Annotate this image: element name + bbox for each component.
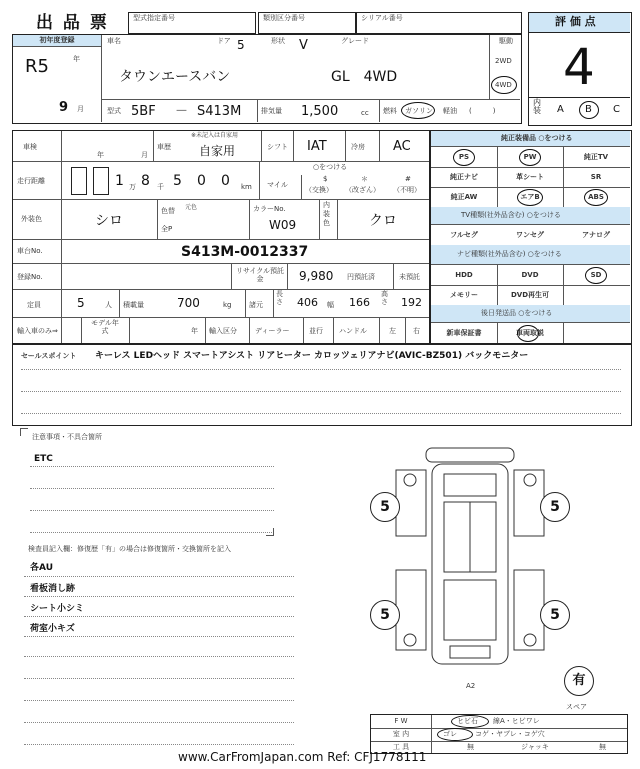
mileage-digit-2: 8 [141,173,150,189]
interior-color-label: 内装色 [323,201,330,227]
evaluation-box [528,12,632,126]
spare-label: スペア [566,703,587,711]
hash: # [405,175,411,183]
kg-unit: kg [223,301,232,309]
model-spec-box: 型式指定番号 [128,12,256,34]
km-unit: km [241,183,252,191]
fuel-value: ガソリン [405,107,433,115]
capacity-label: 定員 [27,301,41,309]
mileage-circle-hint: ○をつける [313,163,348,171]
equip-sr: SR [590,173,602,181]
recycle-amount: 9,980 [299,269,334,283]
cc-unit: cc [361,109,369,117]
ac-value: AC [393,139,411,154]
doc-manual-circle [517,325,539,342]
chassis-no: S413M-0012337 [181,244,309,260]
car-diagram [370,440,570,680]
star: ＊ [361,175,368,183]
equip-airbag: エアB [520,193,540,201]
fw-crack: ヒビ石 [457,717,478,725]
fw-crack-circle [451,715,489,728]
tv-full: フルセグ [450,231,478,239]
mileage-digit-5: 0 [221,173,230,189]
equip-ps: PS [458,153,470,161]
insp-line-3: シート小シミ [30,604,85,614]
recycle-label: リサイクル預託金 [235,267,285,284]
equip-leather: 革シート [516,173,544,181]
zen-p: 全P [161,225,173,233]
insp-year-unit: 年 [97,151,104,159]
handle-left: 左 [389,327,396,335]
docs-title: 後日発送品 ○をつける [481,309,553,317]
length: 406 [297,296,318,309]
mileage-digit-4: 0 [197,173,206,189]
nav-sd: SD [590,271,602,279]
equip-tv: 純正TV [583,153,609,161]
note-line-1: ETC [34,454,53,464]
mile-label: マイル [267,181,288,189]
model-year-label: モデル年式 [91,319,119,336]
month-unit: 月 [77,105,84,113]
grade-b: B [585,104,592,115]
interior-grade-label: 内装 [533,98,541,115]
mileage-label: 走行距離 [17,177,45,185]
jack-value: 無 [599,743,606,751]
nav-dvd: DVD [521,271,539,279]
inspection-label: 車検 [23,143,37,151]
man-unit: 万 [129,183,136,191]
fw-label: F W [394,717,408,725]
drive-4wd-circle [491,76,517,94]
color-no: W09 [269,218,297,232]
nav-title: ナビ種類(社外品含む) ○をつける [457,250,562,258]
insp-line-4: 荷室小キズ [30,624,75,634]
sen-unit: 千 [157,183,164,191]
first-reg-label: 初年度登録 [39,36,75,44]
equip-airbag-circle [517,189,543,206]
import-cat-label: 輸入区分 [209,327,237,335]
equip-pw-circle [519,149,541,166]
recycle-unit: 円預託済 [347,273,375,281]
grade: GL 4WD [331,69,398,85]
tire-front-left: 5 [370,492,400,522]
equip-navi: 純正ナビ [450,173,478,181]
color-change-label: 色替 [161,207,175,215]
year-unit: 年 [73,55,80,63]
interior-row-label: 室 内 [392,730,410,738]
model-dash: － [175,104,189,119]
grade-label: グレード [341,37,369,45]
jack-label: ジャッキ [521,743,549,751]
reg-label: 登録No. [17,273,43,281]
eval-score: 4 [563,38,595,96]
load: 700 [177,296,200,310]
shift-value: IAT [307,139,327,154]
mileage-digit-1: 1 [115,173,124,189]
dims-label: 諸元 [249,301,263,309]
equipment-box [430,130,632,344]
displacement: 1,500 [301,104,339,119]
grade-c: C [613,104,620,115]
bottom-table [370,714,628,754]
name-label: 車名 [107,37,121,45]
shape-label: 形状 [271,37,285,45]
sales-text: キーレス LEDヘッド スマートアシスト リアヒーター カロッツェリアナビ(AVIC-BZ501) バックモニター [95,351,529,361]
watermark: www.CarFromJapan.com Ref: CFJ1778111 [178,750,427,764]
interior-color: クロ [369,213,397,229]
tv-one: ワンセグ [516,231,544,239]
vehicle-box [12,34,522,124]
import-label: 輸入車のみ⇒ [17,327,58,335]
doors: 5 [237,38,245,52]
kaizan: （改ざん） [345,186,380,194]
history-label: 車歴 [157,143,171,151]
handle-label: ハンドル [339,327,367,335]
month: 9 [59,100,69,115]
model-code: S413M [197,104,242,119]
equipment-title: 純正装備品 ○をつける [501,134,573,142]
interior-legend: コゲ・ヤブレ・コゲ穴 [475,730,545,738]
capacity: 5 [77,296,85,310]
model-prefix: 5BF [131,104,156,119]
doors-label: ドア [217,37,231,45]
recycle-status: 未預託 [399,273,420,281]
era: R5 [25,56,49,77]
inspector-label: 検査員記入欄：修復歴「有」の場合は修復箇所・交換箇所を記入 [28,545,231,553]
dollar: $ [323,175,328,183]
equip-ps-circle [453,149,475,166]
vehicle-name: タウンエースバン [119,69,231,85]
chassis-label: 車台No. [17,247,43,255]
dealer: ディーラー [255,327,290,335]
light-oil: 軽油 [443,107,457,115]
specs-box [12,130,430,344]
grade-b-circle [579,101,599,119]
shape: V [299,38,308,53]
mileage-digit-3: 5 [173,173,182,189]
displacement-label: 排気量 [261,107,282,115]
equip-aw: 純正AW [450,193,478,201]
history-note: ※未記入は自家用 [191,132,239,139]
heiko: 並行 [309,327,323,335]
fuel-paren: ( ) [469,107,496,115]
interior-dirt-circle [437,728,473,741]
nav-sd-circle [585,267,607,284]
height: 192 [401,296,422,309]
equip-abs: ABS [588,193,604,201]
insp-month-unit: 月 [141,151,148,159]
equip-abs-circle [584,189,608,206]
kokan: （交換） [305,186,333,194]
sales-label: セールスポイント [21,352,77,360]
damage-note-a2: A2 [466,682,476,690]
nav-dvd-play: DVD再生可 [510,291,550,299]
doc-manual: 車両取説 [516,329,544,337]
insp-line-1: 各AU [30,563,53,573]
moto-color: 元色 [185,204,198,211]
tools-value: 無 [467,743,474,751]
model-year-unit: 年 [191,327,198,335]
form-title: 出 品 票 [36,13,109,33]
width: 166 [349,296,370,309]
fumei: （不明） [393,186,421,194]
nav-hdd: HDD [455,271,473,279]
category-box: 類別区分番号 [258,12,356,34]
person-unit: 人 [105,301,112,309]
insp-line-2: 看板消し跡 [30,584,76,594]
handle-right: 右 [413,327,420,335]
shift-label: シフト [267,143,288,151]
length-label: 長さ [276,290,283,306]
drive-4wd: 4WD [495,81,512,89]
tv-title: TV種類(社外品含む) ○をつける [461,211,561,219]
tire-rear-right: 5 [540,600,570,630]
tv-analog: アナログ [582,231,610,239]
tire-rear-left: 5 [370,600,400,630]
notes-label: 注意事項・不具合箇所 [32,433,102,441]
nav-memory: メモリー [450,291,478,299]
width-label: 幅 [327,301,334,309]
eval-label: 評 価 点 [555,15,596,28]
spare-value: 有 [564,666,594,696]
drive-label: 駆動 [499,37,513,45]
sales-box [12,344,632,426]
equip-pw: PW [523,153,537,161]
load-label: 積載量 [123,301,144,309]
exterior-label: 外装色 [21,215,42,223]
fuel-label: 燃料 [383,107,397,115]
height-label: 高さ [381,290,388,306]
color-no-label: カラーNo. [253,205,286,213]
grade-a: A [557,104,564,115]
exterior-value: シロ [95,213,123,229]
history-value: 自家用 [199,144,236,158]
tools-label: 工 具 [392,743,410,751]
fw-legend: 線A・ヒビワレ [493,717,540,725]
tire-front-right: 5 [540,492,570,522]
ac-label: 冷房 [351,143,365,151]
doc-warranty: 新車保証書 [446,329,482,337]
fuel-circle [401,102,435,119]
interior-dirt: ゴレ [443,730,457,738]
model-label: 型式 [107,107,121,115]
drive-2wd: 2WD [495,57,512,65]
serial-box: シリアル番号 [356,12,522,34]
